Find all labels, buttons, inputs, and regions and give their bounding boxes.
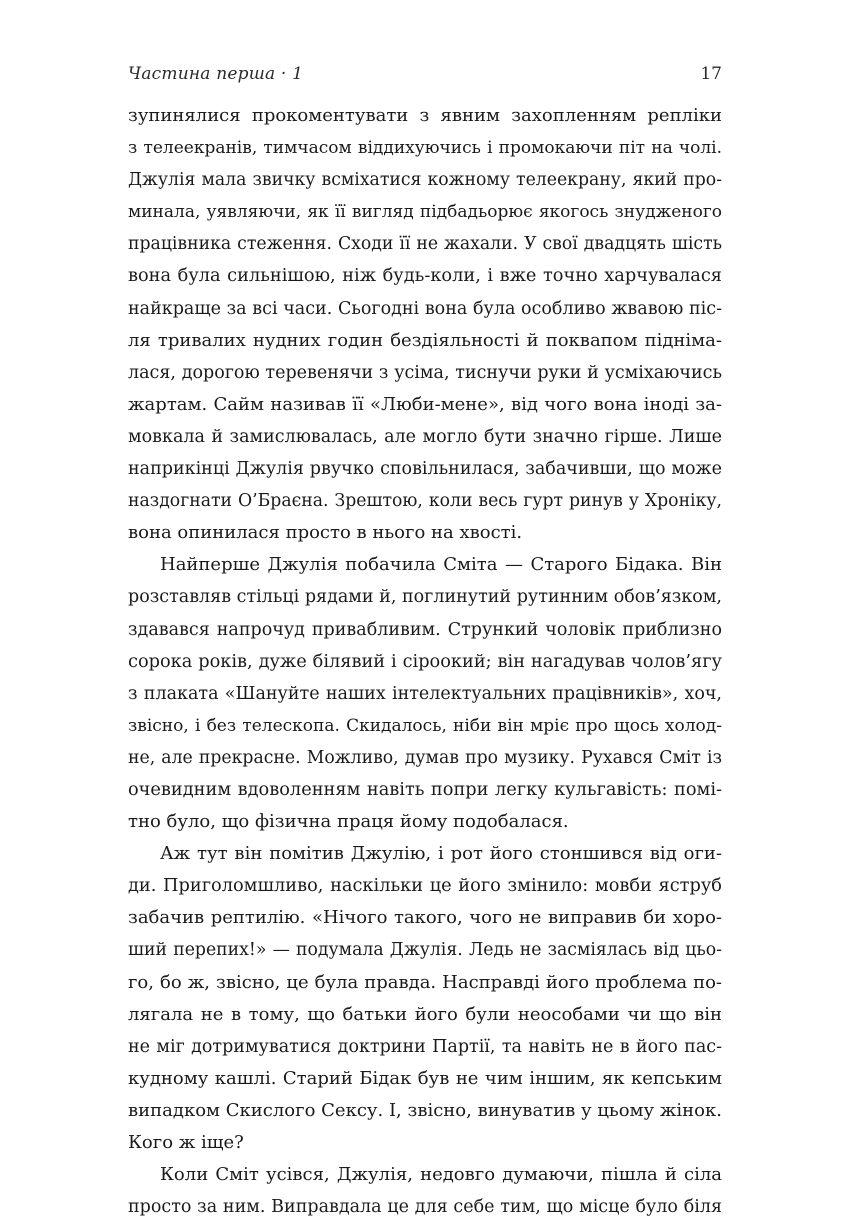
text-line: найкраще за всі часи. Сьогодні вона була особливо жвавою піс- [128,298,722,319]
text-line: звісно, і без телескопа. Скидалось, ніби він мріє про щось холод- [128,715,722,736]
text-line: го, бо ж, звісно, це була правда. Насправді його проблема по- [128,971,722,993]
text-line: мовкала й замислювалась, але могло бути значно гірше. Лише [128,426,722,447]
text-line: випадком Скислого Сексу. І, звісно, винуватив у цьому жінок. [128,1099,722,1121]
text-line: тно було, що фізична праця йому подобалася. [128,811,569,833]
text-line: вона опинилася просто в нього на хвості. [128,522,523,544]
text-line: здавався напрочуд привабливим. Стрункий чоловік приблизно [128,619,722,640]
text-line: просто за ним. Виправдала це для себе тим, що місце було біля [128,1197,722,1218]
text-line: минала, уявляючи, як її вигляд підбадьорює якогось знудженого [128,202,722,223]
page-number: 17 [700,64,722,84]
text-line: працівника стеження. Сходи її не жахали. У свої двадцять шість [128,234,722,255]
text-line: Кого ж іще? [128,1132,244,1153]
text-line: ля тривалих нудних годин бездіяльності й поквапом підніма- [128,329,722,351]
text-line: Джулія мала звичку всміхатися кожному телеекрану, який про- [128,170,722,191]
text-line: очевидним вдоволенням навіть попри легку кульгавість: помі- [128,779,722,800]
text-line: з плаката «Шануйте наших інтелектуальних працівників», хоч, [128,683,722,704]
text-line: жартам. Сайм називав її «Люби-мене», від чого вона іноді за- [128,393,722,415]
paragraph-start-line: Аж тут він помітив Джулію, і рот його стоншився від оги- [160,843,722,865]
text-line: сорока років, дуже білявий і сіроокий; він нагадував чолов’ягу [128,651,722,672]
text-line: лася, дорогою теревенячи з усіма, тиснучи руки й усміхаючись [128,362,722,383]
section-title: Частина перша · 1 [128,64,304,84]
text-line: наздогнати О’Браєна. Зрештою, коли весь гурт ринув у Хроніку, [128,491,722,512]
text-line: кудному кашлі. Старий Бідак був не чим іншим, як кепським [128,1067,722,1089]
text-line: з телеекранів, тимчасом віддихуючись і промокаючи піт на чолі. [128,138,722,159]
body-text [128,100,722,1223]
paragraph-start-line: Коли Сміт усівся, Джулія, недовго думаючи, пішла й сіла [160,1164,722,1186]
text-line: ший перепих!» — подумала Джулія. Ледь не засміялась від цьо- [128,940,722,961]
text-line: зупинялися прокоментувати з явним захопленням репліки [128,105,722,126]
running-head [128,60,722,88]
text-line: не міг дотримуватися доктрини Партії, та навіть не в його пас- [128,1036,722,1057]
text-line: лягала не в тому, що батьки його були неособами чи що він [128,1003,722,1025]
text-line: забачив рептилію. «Нічого такого, чого не виправив би хоро- [128,907,722,929]
text-line: розставляв стільці рядами й, поглинутий рутинним обов’язком, [128,587,722,608]
text-line: вона була сильнішою, ніж будь-коли, і вже точно харчувалася [128,266,722,287]
text-line: не, але прекрасне. Можливо, думав про музику. Рухався Сміт із [128,747,722,768]
text-line: наприкінці Джулія рвучко сповільнилася, забачивши, що може [128,459,722,480]
text-line: ди. Приголомшливо, наскільки це його змінило: мовби яструб [128,876,722,897]
paragraph-start-line: Найперше Джулія побачила Сміта — Старого Бідака. Він [160,554,722,576]
